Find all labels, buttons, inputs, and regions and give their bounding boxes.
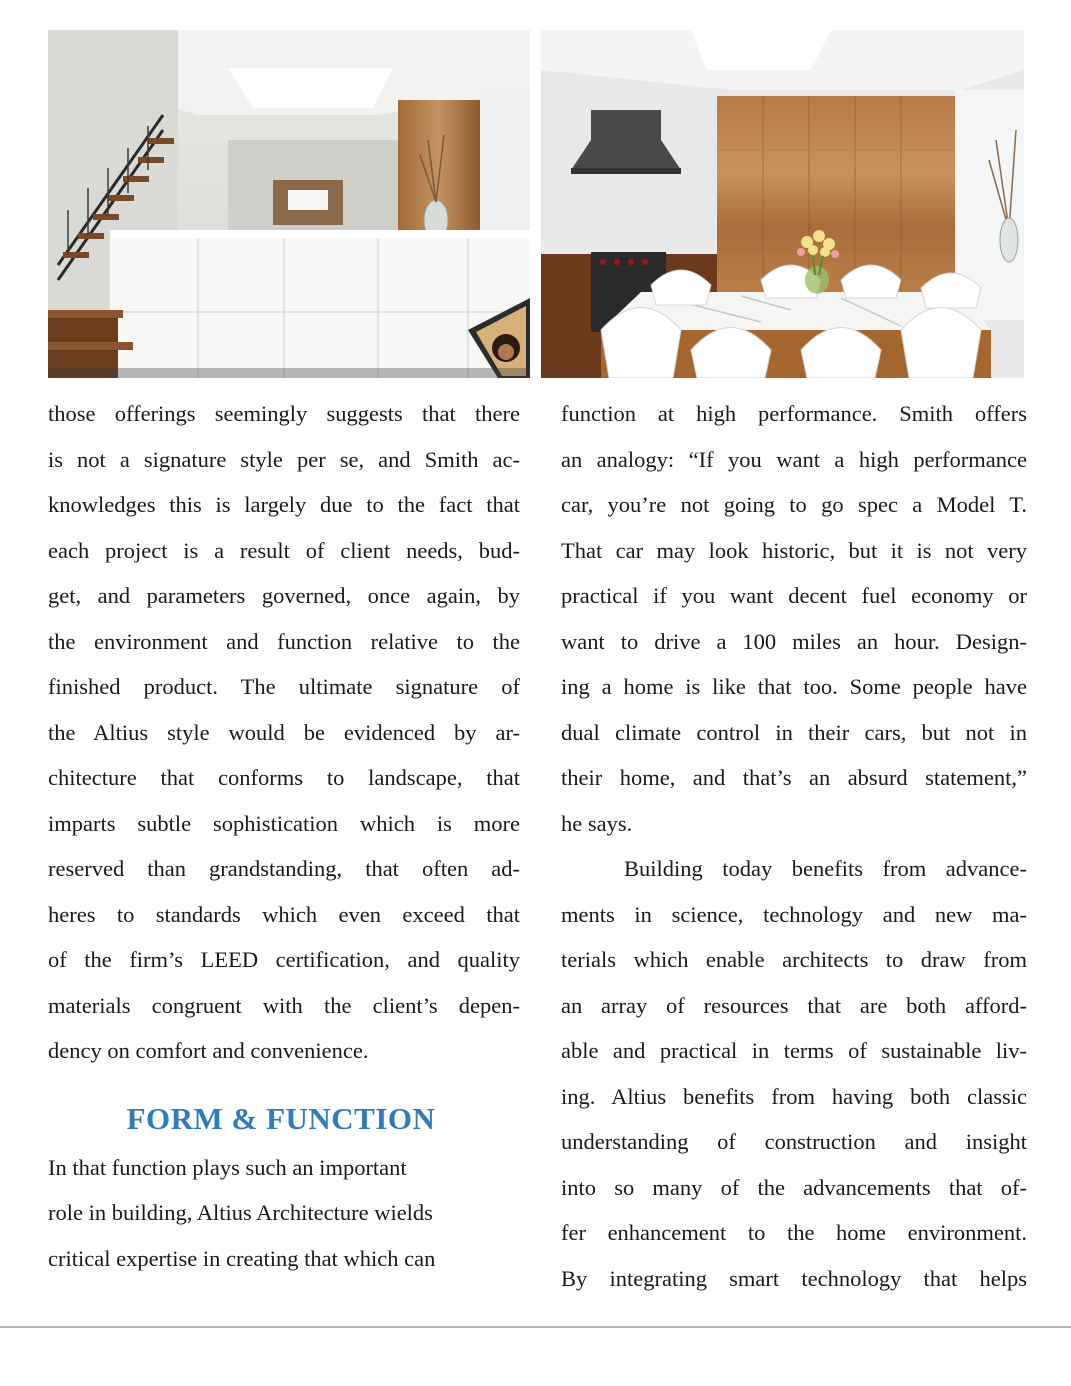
body-text-line: role in building, Altius Architecture wields xyxy=(48,1200,433,1225)
body-text-line: an analogy: “If you want a high performance xyxy=(561,446,1027,472)
body-text-line: the environment and function relative to the xyxy=(48,628,520,654)
body-text-line: dency on comfort and convenience. xyxy=(48,1038,369,1063)
body-text-line: By integrating smart technology that helps xyxy=(561,1265,1027,1291)
interior-staircase-kitchen-photo xyxy=(48,30,530,378)
left-text-column xyxy=(48,391,520,1281)
body-text-line: fer enhancement to the home environment. xyxy=(561,1220,1027,1245)
body-text-line: get, and parameters governed, once again, by xyxy=(48,583,520,608)
body-text-line: of the firm’s LEED certification, and quality xyxy=(48,947,520,972)
body-text-line: ing a home is like that too. Some people have xyxy=(561,674,1027,699)
body-text-line: heres to standards which even exceed that xyxy=(48,901,520,927)
body-text-line: able and practical in terms of sustainable liv- xyxy=(561,1038,1027,1063)
body-text-line: chitecture that conforms to landscape, that xyxy=(48,765,520,790)
section-heading: FORM & FUNCTION xyxy=(126,1100,436,1136)
dining-room-marble-table-photo-art xyxy=(541,30,1024,378)
footer-divider xyxy=(0,1326,1071,1328)
body-text-line: finished product. The ultimate signature of xyxy=(48,674,520,699)
body-text-line: That car may look historic, but it is not very xyxy=(561,537,1027,563)
body-text-line: their home, and that’s an absurd statement,” xyxy=(561,765,1027,790)
body-text-line: terials which enable architects to draw from xyxy=(561,947,1027,972)
body-text-line: ing. Altius benefits from having both classic xyxy=(561,1083,1027,1109)
interior-staircase-kitchen-photo-art xyxy=(48,30,530,378)
body-text-line: Building today benefits from advance- xyxy=(624,856,1027,881)
dining-room-marble-table-photo xyxy=(541,30,1024,378)
body-text-line: ments in science, technology and new ma- xyxy=(561,901,1027,927)
body-text-line: want to drive a 100 miles an hour. Design- xyxy=(561,628,1027,654)
body-text-line: an array of resources that are both afford- xyxy=(561,992,1027,1018)
body-text-line: understanding of construction and insight xyxy=(561,1129,1027,1154)
body-text-line: imparts subtle sophistication which is more xyxy=(48,810,520,836)
body-text-line: In that function plays such an important xyxy=(48,1154,407,1180)
body-text-line: into so many of the advancements that of- xyxy=(561,1174,1027,1200)
body-text-line: is not a signature style per se, and Smith ac- xyxy=(48,446,520,472)
body-text-line: critical expertise in creating that which can xyxy=(48,1245,436,1271)
body-text-line: reserved than grandstanding, that often ad- xyxy=(48,856,520,881)
body-text-line: materials congruent with the client’s depen- xyxy=(48,992,520,1018)
body-text-line: function at high performance. Smith offers xyxy=(561,401,1027,426)
body-text-line: car, you’re not going to go spec a Model T. xyxy=(561,492,1027,517)
body-text-line: those offerings seemingly suggests that there xyxy=(48,401,520,426)
body-text-line: each project is a result of client needs, bud- xyxy=(48,537,520,563)
body-text-line: he says. xyxy=(561,810,633,836)
body-text-line: dual climate control in their cars, but not in xyxy=(561,719,1027,745)
body-text-line: knowledges this is largely due to the fact that xyxy=(48,492,520,517)
body-text-line: practical if you want decent fuel economy or xyxy=(561,583,1027,608)
right-text-column xyxy=(561,391,1027,1301)
body-text-line: the Altius style would be evidenced by ar- xyxy=(48,719,520,745)
